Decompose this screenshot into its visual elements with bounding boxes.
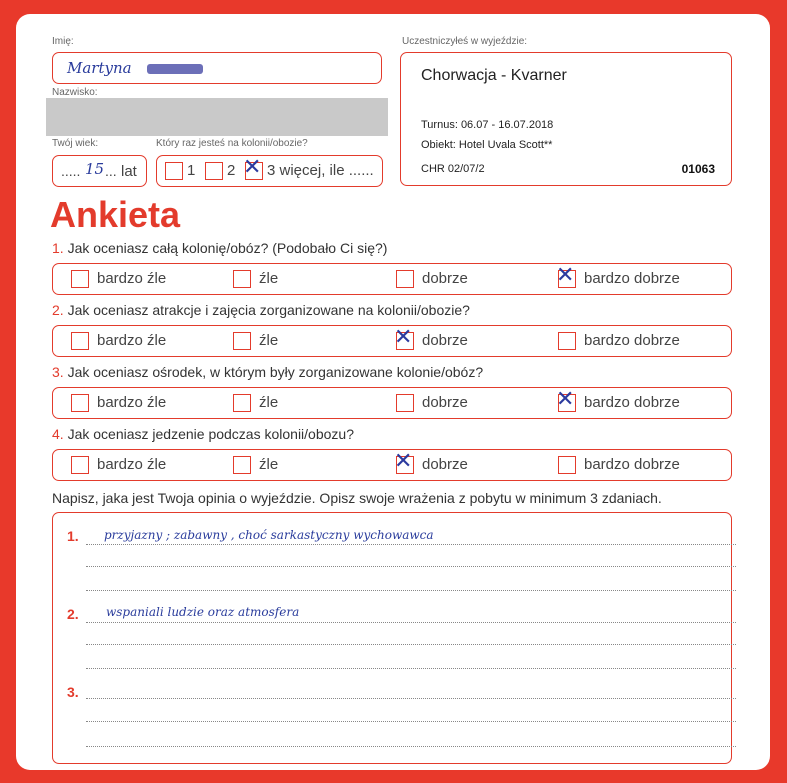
q4-checkbox-zle[interactable] (233, 456, 251, 474)
answer-row-1 (52, 263, 732, 295)
response-2-number: 2. (67, 606, 79, 622)
surname-label: Nazwisko: (52, 87, 98, 98)
q1-option-label: dobrze (422, 270, 468, 287)
q4-option-label: bardzo źle (97, 456, 167, 473)
check-mark-icon: ✕ (394, 325, 413, 350)
question-4-number: 4. (52, 426, 64, 442)
camp-count-option-1: 1 (187, 162, 196, 179)
check-mark-icon: ✕ (243, 155, 262, 180)
q1-option-label: źle (259, 270, 279, 287)
question-1 (52, 240, 387, 256)
redacted-name (147, 64, 203, 74)
camp-count-field (156, 155, 383, 187)
response-1-number: 1. (67, 528, 79, 544)
writing-line (86, 644, 736, 645)
trip-code: CHR 02/07/2 (421, 163, 485, 175)
writing-line (86, 698, 736, 699)
q1-checkbox-bardzo-dobrze[interactable] (556, 263, 576, 288)
writing-line (86, 590, 736, 591)
q1-option-label: bardzo dobrze (584, 270, 680, 287)
trip-obiekt: Obiekt: Hotel Uvala Scott** (421, 139, 553, 151)
question-3 (52, 364, 483, 380)
question-2-number: 2. (52, 302, 64, 318)
answer-row-4 (52, 449, 732, 481)
question-3-number: 3. (52, 364, 64, 380)
opinion-box[interactable] (52, 512, 732, 764)
name-field[interactable] (52, 52, 382, 84)
camp-count-checkbox-3[interactable] (243, 155, 263, 180)
camp-count-option-2: 2 (227, 162, 236, 179)
check-mark-icon: ✕ (556, 387, 575, 412)
camp-count-option-3: 3 więcej, ile ...... (267, 162, 374, 179)
question-4-text: Jak oceniasz jedzenie podczas kolonii/obozu? (67, 426, 354, 442)
response-1-text: przyjazny ; zabawny , choć sarkastyczny wychowawca (104, 528, 434, 542)
writing-line (86, 746, 736, 747)
age-unit: lat (121, 163, 137, 180)
question-2 (52, 302, 470, 318)
camp-count-label: Który raz jesteś na kolonii/obozie? (156, 138, 308, 149)
age-value: 15 (85, 160, 105, 178)
q3-checkbox-bardzo-zle[interactable] (71, 394, 89, 412)
q3-checkbox-bardzo-dobrze[interactable] (556, 387, 576, 412)
question-1-number: 1. (52, 240, 64, 256)
name-label: Imię: (52, 36, 74, 47)
q4-option-label: dobrze (422, 456, 468, 473)
trip-number: 01063 (681, 162, 715, 176)
writing-line (86, 668, 736, 669)
q4-checkbox-bardzo-dobrze[interactable] (558, 456, 576, 474)
q1-checkbox-dobrze[interactable] (396, 270, 414, 288)
check-mark-icon: ✕ (556, 263, 575, 288)
q3-option-label: bardzo dobrze (584, 394, 680, 411)
q3-checkbox-dobrze[interactable] (396, 394, 414, 412)
q3-option-label: bardzo źle (97, 394, 167, 411)
q3-option-label: źle (259, 394, 279, 411)
question-3-text: Jak oceniasz ośrodek, w którym były zorganizowane kolonie/obóz? (67, 364, 484, 380)
q4-option-label: bardzo dobrze (584, 456, 680, 473)
q2-checkbox-zle[interactable] (233, 332, 251, 350)
age-label: Twój wiek: (52, 138, 99, 149)
survey-title: Ankieta (50, 194, 181, 235)
writing-line (86, 566, 736, 567)
q2-checkbox-bardzo-dobrze[interactable] (558, 332, 576, 350)
answer-row-3 (52, 387, 732, 419)
opinion-prompt: Napisz, jaka jest Twoja opinia o wyjeździe. Opisz swoje wrażenia z pobytu w minimum 3 zdaniach. (52, 490, 662, 506)
age-field[interactable] (52, 155, 147, 187)
q1-checkbox-zle[interactable] (233, 270, 251, 288)
trip-label: Uczestniczyłeś w wyjeździe: (402, 36, 528, 47)
check-mark-icon: ✕ (394, 449, 413, 474)
q2-option-label: bardzo źle (97, 332, 167, 349)
trip-info-box (400, 52, 732, 186)
q2-checkbox-dobrze[interactable] (394, 325, 414, 350)
q1-option-label: bardzo źle (97, 270, 167, 287)
age-dots: ..... (61, 163, 81, 179)
q1-checkbox-bardzo-zle[interactable] (71, 270, 89, 288)
camp-count-checkbox-2[interactable] (205, 162, 223, 180)
writing-line (86, 544, 736, 545)
age-dots-2: ... (105, 163, 117, 179)
trip-title: Chorwacja - Kvarner (421, 67, 567, 84)
q3-option-label: dobrze (422, 394, 468, 411)
q4-checkbox-dobrze[interactable] (394, 449, 414, 474)
response-2-text: wspaniali ludzie oraz atmosfera (106, 605, 300, 619)
writing-line (86, 622, 736, 623)
q4-option-label: źle (259, 456, 279, 473)
answer-row-2 (52, 325, 732, 357)
q2-option-label: dobrze (422, 332, 468, 349)
redacted-surname (46, 98, 388, 136)
survey-sheet (16, 14, 770, 770)
camp-count-checkbox-1[interactable] (165, 162, 183, 180)
writing-line (86, 721, 736, 722)
q4-checkbox-bardzo-zle[interactable] (71, 456, 89, 474)
q3-checkbox-zle[interactable] (233, 394, 251, 412)
response-3-number: 3. (67, 684, 79, 700)
name-value: Martyna (67, 59, 132, 77)
question-1-text: Jak oceniasz całą kolonię/obóz? (Podobało Ci się?) (67, 240, 388, 256)
question-4 (52, 426, 354, 442)
q2-checkbox-bardzo-zle[interactable] (71, 332, 89, 350)
question-2-text: Jak oceniasz atrakcje i zajęcia zorganizowane na kolonii/obozie? (67, 302, 470, 318)
trip-turnus: Turnus: 06.07 - 16.07.2018 (421, 119, 554, 131)
q2-option-label: bardzo dobrze (584, 332, 680, 349)
q2-option-label: źle (259, 332, 279, 349)
